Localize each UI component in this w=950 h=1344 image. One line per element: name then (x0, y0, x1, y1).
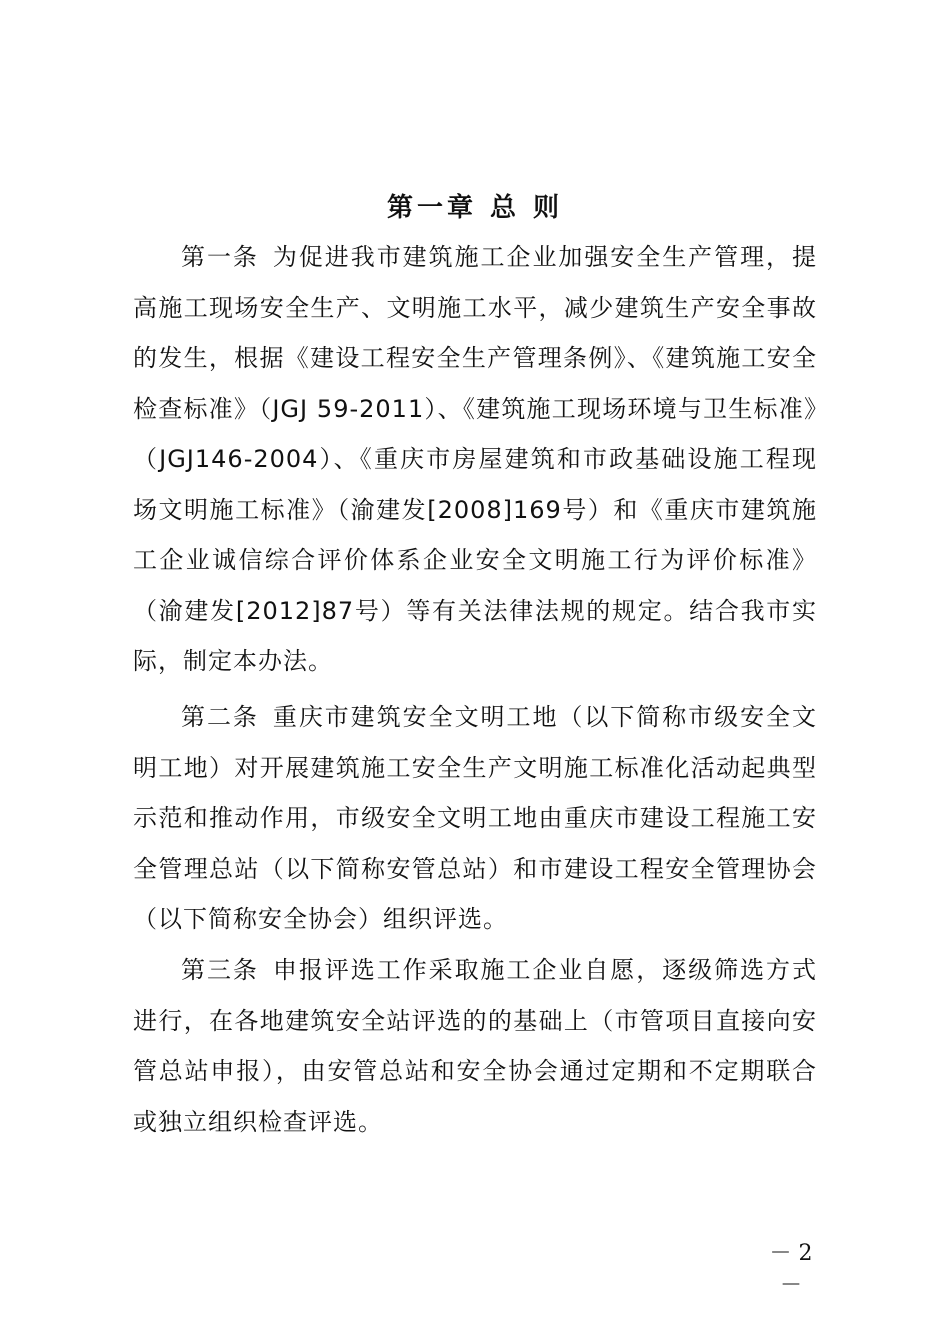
chapter-title: 第一章 总 则 (386, 193, 564, 223)
article-2 (133, 692, 817, 945)
article-3-label: 第三条 (181, 956, 259, 984)
article-3 (133, 945, 817, 1147)
article-2-text: 重庆市建筑安全文明工地（以下简称市级安全文明工地）对开展建筑施工安全生产文明施工标准化活动起典型示范和推动作用，市级安全文明工地由重庆市建设工程施工安全管理总站（以下简称安管总站）和市建设工程安全管理协会（以下简称安全协会）组织评选。 (133, 703, 818, 933)
article-1 (133, 232, 817, 687)
article-3-text: 申报评选工作采取施工企业自愿，逐级筛选方式进行，在各地建筑安全站评选的的基础上（市管项目直接向安管总站申报），由安管总站和安全协会通过定期和不定期联合或独立组织检查评选。 (133, 956, 818, 1136)
article-1-text: 为促进我市建筑施工企业加强安全生产管理，提高施工现场安全生产、文明施工水平，减少建筑生产安全事故的发生，根据《建设工程安全生产管理条例》、《建筑施工安全检查标准》（JGJ 59-2011）、《建筑施工现场环境与卫生标准》（JGJ146-2004）、《重庆市房屋建筑和市政基础设施工程现场文明施工标准》（渝建发[2008]169号）和《重庆市建筑施工企业诚信综合评价体系企业安全文明施工行为评价标准》（渝建发[2012]87号）等有关法律法规的规定。结合我市实际，制定本办法。 (133, 243, 818, 675)
article-1-label: 第一条 (181, 243, 259, 271)
article-2-label: 第二条 (181, 703, 259, 731)
page-number: － 2 － (769, 1241, 813, 1298)
